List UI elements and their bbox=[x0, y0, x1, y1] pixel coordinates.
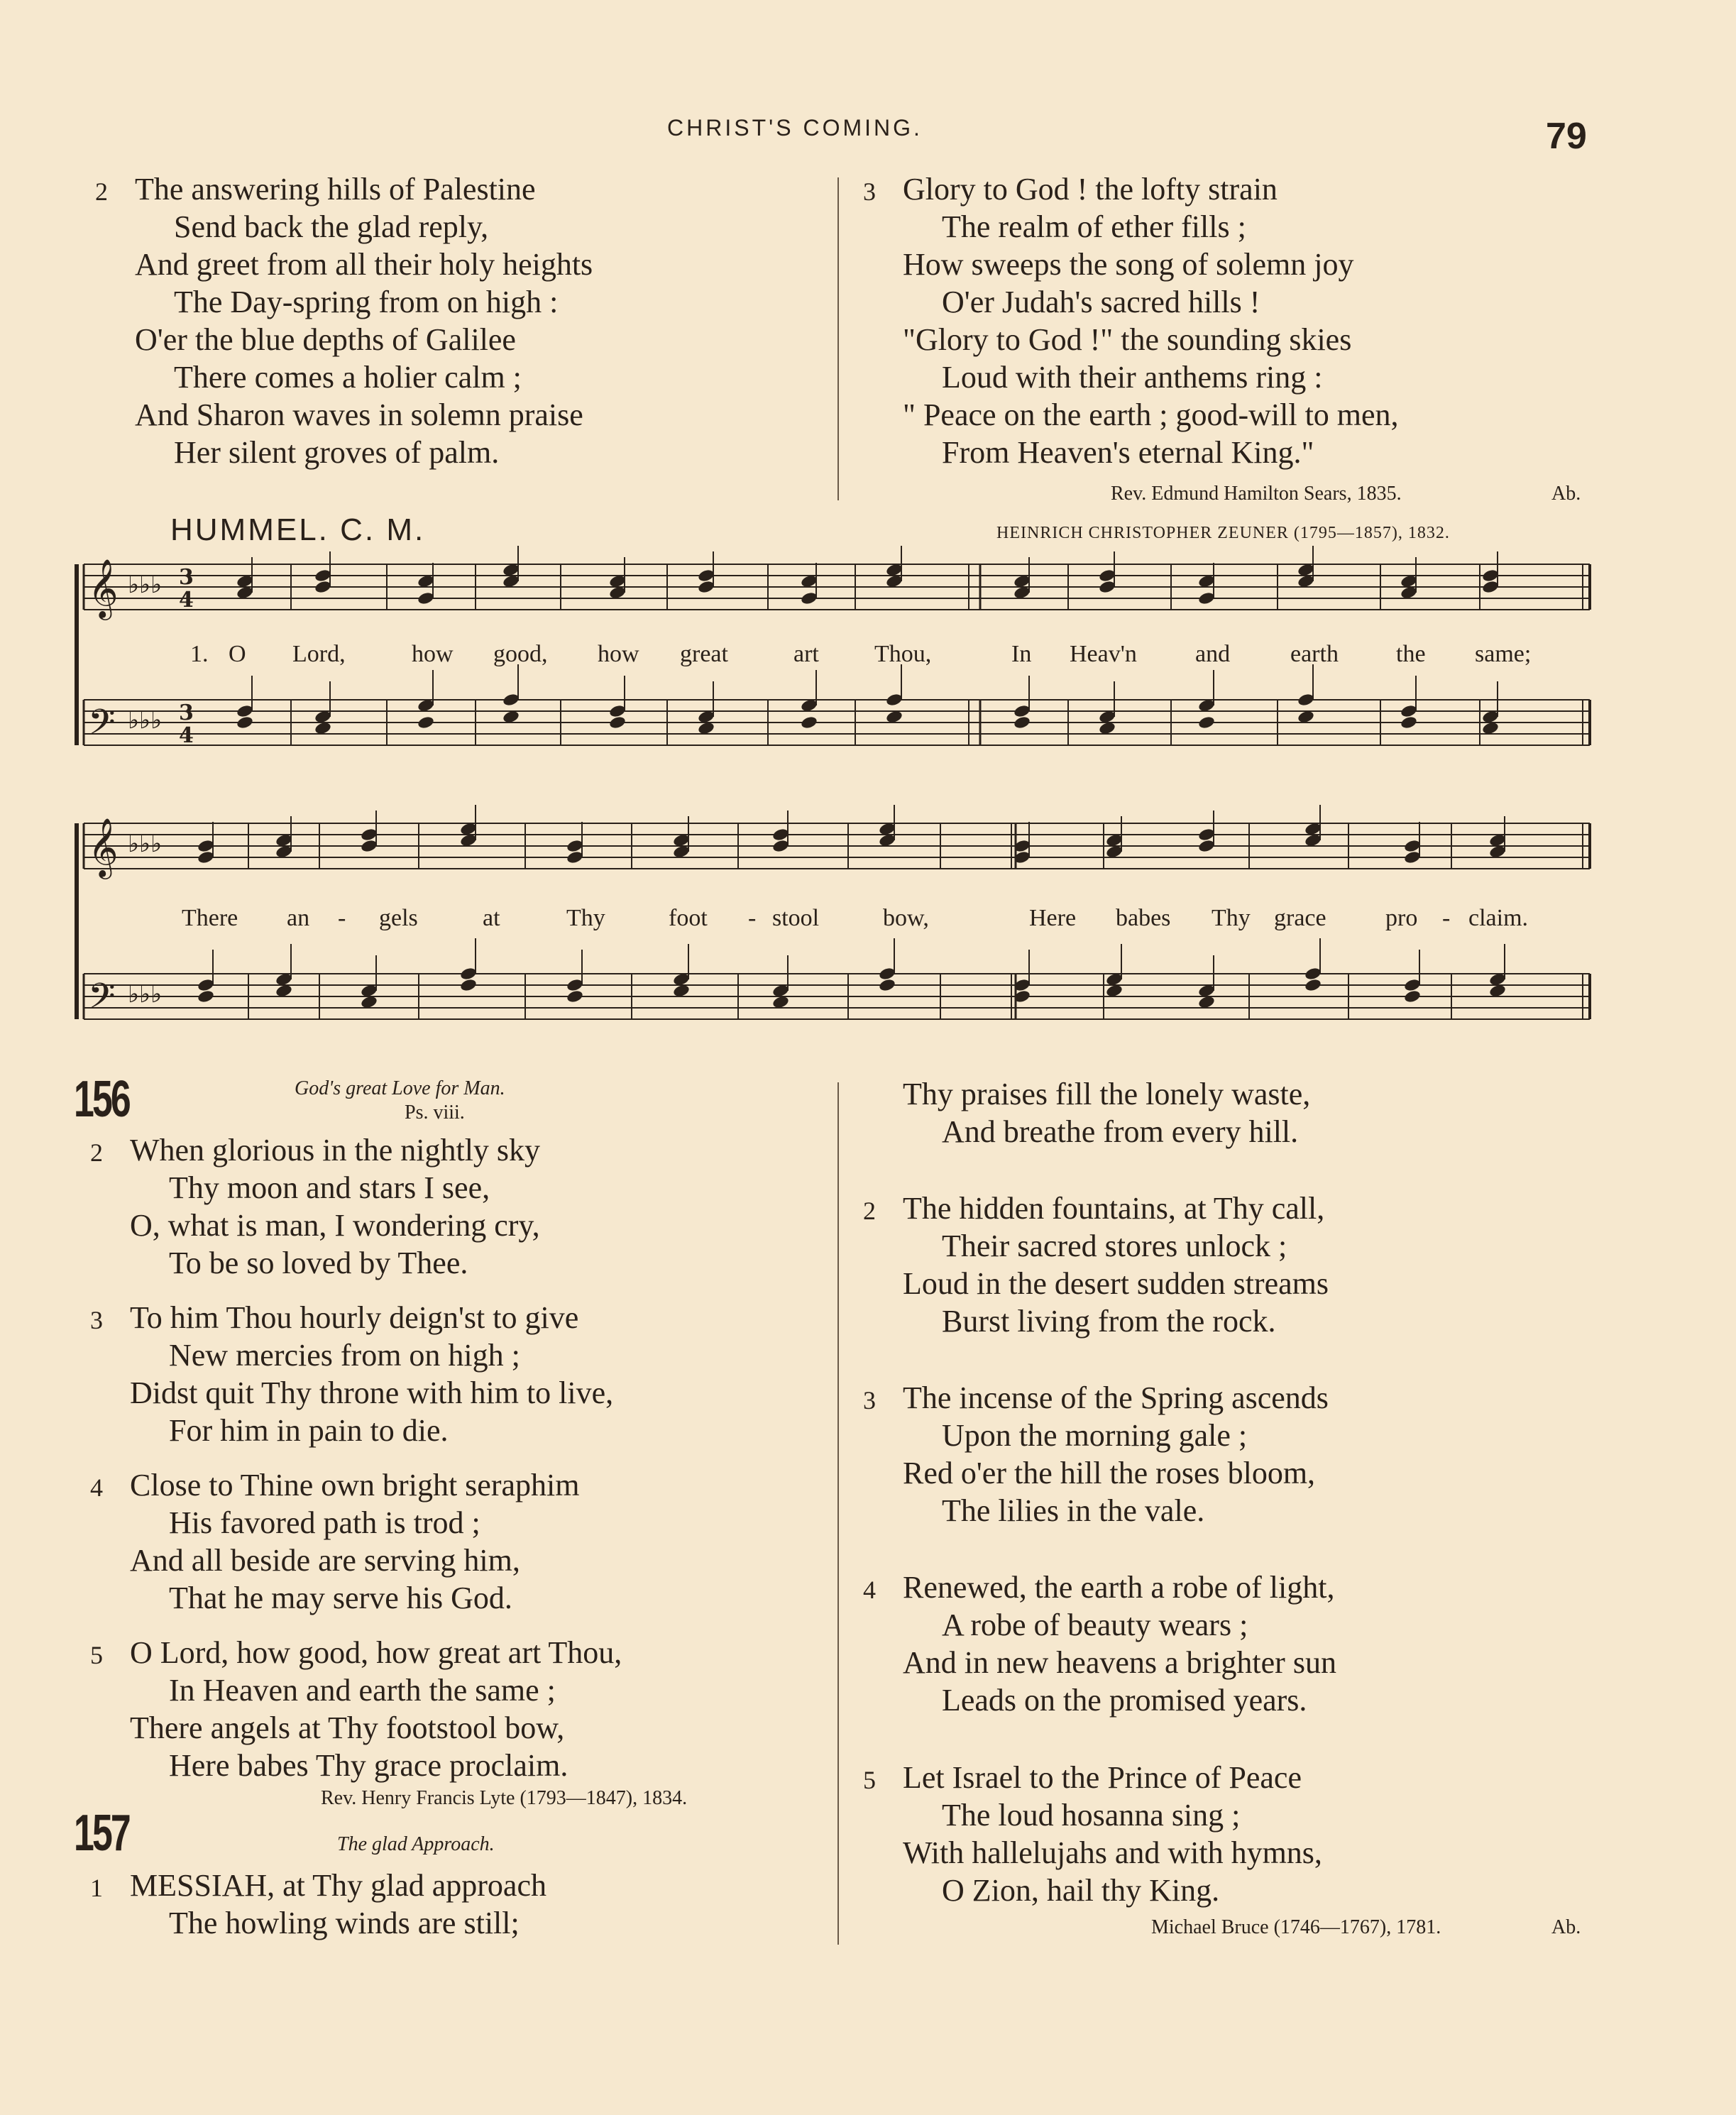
running-header: CHRIST'S COMING. bbox=[667, 115, 923, 141]
note-head bbox=[1197, 715, 1215, 730]
key-signature: ♭♭♭ bbox=[128, 571, 163, 599]
note-head bbox=[566, 978, 583, 993]
note-head bbox=[236, 715, 253, 730]
lyric-syllable: at bbox=[483, 905, 500, 931]
note-head bbox=[771, 839, 789, 854]
note-head bbox=[566, 989, 583, 1004]
verse-line: Here babes Thy grace proclaim. bbox=[169, 1748, 568, 1783]
hymn156-title: God's great Love for Man. bbox=[295, 1077, 505, 1099]
key-signature: ♭♭♭ bbox=[128, 706, 163, 735]
note-head bbox=[1400, 704, 1417, 719]
tune-composer: HEINRICH CHRISTOPHER ZEUNER (1795—1857), 1832. bbox=[996, 524, 1450, 542]
hymn157-verse-5 bbox=[863, 1759, 1322, 1909]
note-head bbox=[1304, 967, 1322, 982]
verse-number: 5 bbox=[863, 1766, 876, 1794]
hymn156-verse-4 bbox=[90, 1466, 580, 1617]
note-head bbox=[1098, 580, 1116, 595]
verse-line: The loud hosanna sing ; bbox=[942, 1798, 1241, 1833]
note-head bbox=[314, 568, 331, 583]
hymn156-verse-3 bbox=[90, 1299, 614, 1449]
tune-verse-number: 1. bbox=[190, 641, 209, 667]
note-head bbox=[1403, 850, 1421, 865]
verse-line: "Glory to God !" the sounding skies bbox=[903, 322, 1352, 357]
lyric-syllable: Lord, bbox=[292, 641, 346, 667]
hymn156-verse-5 bbox=[90, 1634, 622, 1784]
note-head bbox=[314, 580, 331, 595]
verse-line: That he may serve his God. bbox=[169, 1581, 512, 1615]
note-head bbox=[197, 839, 214, 854]
hymn156-author: Rev. Henry Francis Lyte (1793—1847), 1834. bbox=[321, 1787, 688, 1809]
note-head bbox=[885, 693, 903, 708]
note-head bbox=[608, 704, 626, 719]
hymn157-title: The glad Approach. bbox=[337, 1833, 495, 1855]
note-head bbox=[1013, 715, 1031, 730]
verse-line: Her silent groves of palm. bbox=[174, 435, 500, 470]
verse-line: Their sacred stores unlock ; bbox=[942, 1229, 1287, 1263]
note-head bbox=[1481, 580, 1499, 595]
lyric-syllable: art bbox=[793, 641, 819, 667]
note-head bbox=[1197, 839, 1215, 854]
lyric-syllable: stool bbox=[772, 905, 820, 931]
bass-clef-icon: 𝄢 bbox=[88, 702, 116, 752]
hymn156-reference: Ps. viii. bbox=[405, 1102, 465, 1124]
note-head bbox=[771, 828, 789, 842]
verse-line: " Peace on the earth ; good-will to men, bbox=[903, 397, 1399, 432]
time-signature: 4 bbox=[179, 588, 194, 612]
note-head bbox=[417, 715, 434, 730]
verse-line: O, what is man, I wondering cry, bbox=[130, 1208, 540, 1243]
lyric-syllable: bow, bbox=[883, 905, 929, 931]
lyric-syllable: In bbox=[1011, 641, 1032, 667]
lyric-syllable: gels bbox=[379, 905, 418, 931]
column-divider bbox=[837, 1082, 839, 1945]
note-head bbox=[459, 978, 477, 993]
verse-line: Didst quit Thy throne with him to live, bbox=[130, 1375, 614, 1410]
verse-line: His favored path is trod ; bbox=[169, 1505, 480, 1540]
page-number: 79 bbox=[1546, 116, 1587, 157]
verse-number: 4 bbox=[863, 1576, 876, 1604]
hymn157-verse-4 bbox=[863, 1569, 1336, 1719]
verse-line: With hallelujahs and with hymns, bbox=[903, 1835, 1322, 1870]
note-head bbox=[800, 591, 818, 606]
verse-line: The lilies in the vale. bbox=[942, 1493, 1205, 1528]
lyric-syllable: - bbox=[338, 905, 346, 931]
lyric-syllable: Thou, bbox=[874, 641, 932, 667]
tune-name: HUMMEL. C. M. bbox=[170, 512, 426, 547]
verse-line: O Lord, how good, how great art Thou, bbox=[130, 1635, 622, 1670]
note-head bbox=[697, 580, 715, 595]
verse-number: 2 bbox=[90, 1138, 103, 1167]
lyric-syllable: foot bbox=[669, 905, 708, 931]
verse-line: Thy praises fill the lonely waste, bbox=[903, 1077, 1311, 1111]
verse-number: 3 bbox=[90, 1306, 103, 1334]
verse-number: 2 bbox=[863, 1197, 876, 1225]
note-head bbox=[1304, 978, 1322, 993]
note-head bbox=[360, 839, 378, 854]
verse-line: The incense of the Spring ascends bbox=[903, 1380, 1329, 1415]
lyric-syllable: how bbox=[598, 641, 639, 667]
key-signature: ♭♭♭ bbox=[128, 830, 163, 858]
verse-line: To be so loved by Thee. bbox=[169, 1246, 468, 1280]
note-head bbox=[197, 989, 214, 1004]
verse-line: And breathe from every hill. bbox=[942, 1114, 1299, 1149]
verse-line: O Zion, hail thy King. bbox=[942, 1873, 1220, 1908]
verse-line: To him Thou hourly deign'st to give bbox=[130, 1300, 579, 1335]
verse-line: How sweeps the song of solemn joy bbox=[903, 247, 1354, 282]
note-head bbox=[697, 568, 715, 583]
lyric-syllable: Thy bbox=[1212, 905, 1251, 931]
verse-line: Send back the glad reply, bbox=[174, 209, 489, 244]
lyric-syllable: babes bbox=[1116, 905, 1171, 931]
verse-line: New mercies from on high ; bbox=[169, 1338, 520, 1373]
note-head bbox=[417, 591, 434, 606]
verse-line: And all beside are serving him, bbox=[130, 1543, 520, 1578]
verse-line: Thy moon and stars I see, bbox=[169, 1170, 490, 1205]
lyric-syllable: good, bbox=[493, 641, 548, 667]
note-head bbox=[566, 850, 583, 865]
note-head bbox=[197, 850, 214, 865]
verse-line: From Heaven's eternal King." bbox=[942, 435, 1314, 470]
hymn157-verse-2 bbox=[863, 1190, 1329, 1340]
verse-number: 4 bbox=[90, 1473, 103, 1502]
verse-number: 2 bbox=[95, 177, 108, 206]
lyric-syllable: There bbox=[182, 905, 238, 931]
note-head bbox=[236, 704, 253, 719]
hymn157-abridged: Ab. bbox=[1551, 1916, 1581, 1938]
verse-line: Glory to God ! the lofty strain bbox=[903, 172, 1278, 207]
verse-line: When glorious in the nightly sky bbox=[130, 1133, 541, 1168]
lyric-syllable: an bbox=[287, 905, 310, 931]
lyric-syllable: O bbox=[229, 641, 246, 667]
verse-line: Loud with their anthems ring : bbox=[942, 360, 1323, 395]
verse-line: There comes a holier calm ; bbox=[174, 360, 522, 395]
lyric-syllable: great bbox=[680, 641, 728, 667]
hymn155-abridged: Ab. bbox=[1551, 483, 1581, 505]
time-signature: 3 bbox=[179, 565, 194, 590]
verse-line: Loud in the desert sudden streams bbox=[903, 1266, 1329, 1301]
verse-number: 5 bbox=[90, 1641, 103, 1669]
note-head bbox=[502, 693, 520, 708]
verse-number: 1 bbox=[90, 1874, 103, 1902]
verse-line: There angels at Thy footstool bow, bbox=[130, 1710, 565, 1745]
hymn157-verse-1 bbox=[90, 1867, 546, 1942]
verse-line: Burst living from the rock. bbox=[942, 1304, 1276, 1339]
lyric-syllable: the bbox=[1396, 641, 1426, 667]
note-head bbox=[459, 967, 477, 982]
verse-line: The realm of ether fills ; bbox=[942, 209, 1246, 244]
verse-line: Leads on the promised years. bbox=[942, 1683, 1307, 1718]
verse-line: Upon the morning gale ; bbox=[942, 1418, 1248, 1453]
note-head bbox=[878, 967, 896, 982]
lyric-syllable: same; bbox=[1475, 641, 1532, 667]
lyric-syllable: and bbox=[1195, 641, 1231, 667]
verse-line: O'er the blue depths of Galilee bbox=[135, 322, 516, 357]
verse-line: And greet from all their holy heights bbox=[135, 247, 593, 282]
verse-line: MESSIAH, at Thy glad approach bbox=[130, 1868, 546, 1903]
note-head bbox=[800, 715, 818, 730]
note-head bbox=[1403, 978, 1421, 993]
note-head bbox=[878, 978, 896, 993]
verse-line: The Day-spring from on high : bbox=[174, 285, 559, 319]
verse-line: For him in pain to die. bbox=[169, 1413, 449, 1448]
time-signature: 4 bbox=[179, 723, 194, 748]
bass-clef-icon: 𝄢 bbox=[88, 976, 116, 1026]
note-head bbox=[1197, 591, 1215, 606]
verse-line: And in new heavens a brighter sun bbox=[903, 1645, 1336, 1680]
key-signature: ♭♭♭ bbox=[128, 980, 163, 1009]
lyric-syllable: earth bbox=[1290, 641, 1339, 667]
note-head bbox=[566, 839, 583, 854]
verse-line: Renewed, the earth a robe of light, bbox=[903, 1570, 1335, 1605]
note-head bbox=[1403, 839, 1421, 854]
lyric-syllable: pro bbox=[1385, 905, 1418, 931]
author-text: Rev. Edmund Hamilton Sears, 1835. bbox=[1111, 483, 1402, 505]
hymn156-verse-2 bbox=[90, 1131, 541, 1282]
hymn157-verse-1-cont bbox=[903, 1075, 1310, 1150]
note-head bbox=[197, 978, 214, 993]
verse-line: Let Israel to the Prince of Peace bbox=[903, 1760, 1302, 1795]
note-head bbox=[1403, 989, 1421, 1004]
treble-clef-icon: 𝄞 bbox=[88, 817, 119, 877]
hymn157-author: Michael Bruce (1746—1767), 1781. bbox=[1151, 1916, 1441, 1938]
lyric-syllable: - bbox=[748, 905, 757, 931]
lyric-syllable: claim. bbox=[1468, 905, 1529, 931]
lyric-syllable: how bbox=[412, 641, 454, 667]
verse-line: The answering hills of Palestine bbox=[135, 172, 536, 207]
note-head bbox=[1197, 828, 1215, 842]
lyric-syllable: Heav'n bbox=[1070, 641, 1137, 667]
lyric-syllable: - bbox=[1442, 905, 1451, 931]
hymn-number-156: 156 bbox=[74, 1071, 129, 1128]
verse-number: 3 bbox=[863, 1386, 876, 1414]
verse-line: The hidden fountains, at Thy call, bbox=[903, 1191, 1325, 1226]
verse-line: In Heaven and earth the same ; bbox=[169, 1673, 556, 1708]
verse-line: The howling winds are still; bbox=[169, 1906, 520, 1940]
note-head bbox=[1013, 704, 1031, 719]
time-signature: 3 bbox=[179, 701, 194, 725]
treble-clef-icon: 𝄞 bbox=[88, 558, 119, 617]
verse-line: A robe of beauty wears ; bbox=[942, 1608, 1248, 1642]
verse-line: And Sharon waves in solemn praise bbox=[135, 397, 583, 432]
note-head bbox=[1400, 715, 1417, 730]
note-head bbox=[1098, 568, 1116, 583]
verse-line: O'er Judah's sacred hills ! bbox=[942, 285, 1260, 319]
hymn-number-157: 157 bbox=[74, 1805, 129, 1862]
note-head bbox=[608, 715, 626, 730]
note-head bbox=[1481, 568, 1499, 583]
verse-line: Red o'er the hill the roses bloom, bbox=[903, 1456, 1316, 1490]
lyric-syllable: Here bbox=[1029, 905, 1077, 931]
lyric-syllable: grace bbox=[1274, 905, 1326, 931]
verse-number: 3 bbox=[863, 177, 876, 206]
note-head bbox=[1297, 693, 1314, 708]
note-head bbox=[360, 828, 378, 842]
hymn157-verse-3 bbox=[863, 1379, 1329, 1529]
lyric-syllable: Thy bbox=[566, 905, 605, 931]
verse-line: Close to Thine own bright seraphim bbox=[130, 1468, 580, 1503]
